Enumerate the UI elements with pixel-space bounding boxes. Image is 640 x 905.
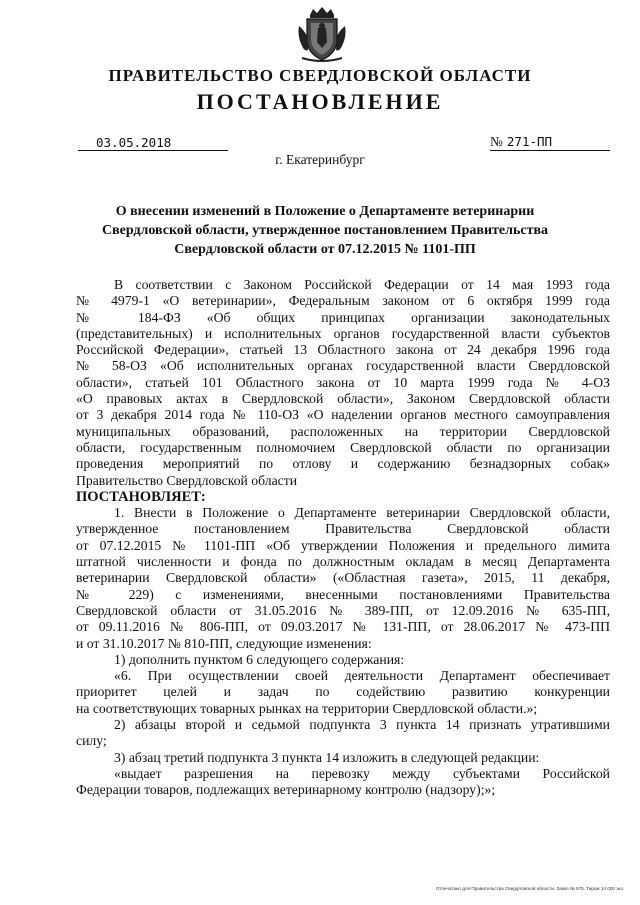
heading-line: Свердловской области от 07.12.2015 № 1101-ПП [174, 242, 476, 257]
document-date: 03.05.2018 [78, 135, 228, 151]
body-line: приоритет целей и задач по содействию развитию конкуренции [76, 684, 610, 700]
body-line: утвержденное постановлением Правительства Свердловской области [76, 521, 610, 537]
body-line: «О правовых актах в Свердловской области», Законом Свердловской области [76, 391, 610, 407]
body-line: 3) абзац третий подпункта 3 пункта 14 изложить в следующей редакции: [114, 749, 540, 765]
body-line: области, государственным полномочием Свердловской области по организации [76, 439, 610, 455]
number-sign: № [490, 134, 503, 149]
body-line: и от 31.10.2017 № 810-ПП, следующие изменения: [76, 635, 372, 651]
body-line: В соответствии с Законом Российской Федерации от 14 мая 1993 года [114, 277, 610, 292]
resolves-heading: ПОСТАНОВЛЯЕТ: [76, 488, 206, 505]
city: г. Екатеринбург [275, 152, 365, 167]
number-value: 271-ПП [506, 134, 553, 149]
body-line: 1. Внести в Положение о Департаменте ветеринарии Свердловской области, [114, 505, 610, 521]
body-line: от 3 декабря 2014 года № 110-ОЗ «О наделении органов местного самоуправления [76, 407, 610, 423]
body-line: № 229) с изменениями, внесенными постановлениями Правительства [76, 586, 610, 602]
body-line: «выдает разрешения на перевозку между субъектами Российской [114, 765, 610, 781]
body-line: штатной численности и фонда по должностным окладам в месяц Департамента [76, 554, 610, 570]
body-line: № 58-ОЗ «Об исполнительных органах государственной власти Свердловской [76, 358, 610, 374]
body-line: 2) абзацы второй и седьмой подпункта 3 пункта 14 признать утратившими [114, 717, 610, 733]
organization-title: ПРАВИТЕЛЬСТВО СВЕРДЛОВСКОЙ ОБЛАСТИ [108, 66, 532, 85]
body-line: от 07.12.2015 № 1101-ПП «Об утверждении Положения и предельного лимита [76, 537, 610, 553]
document-type: ПОСТАНОВЛЕНИЕ [196, 89, 444, 114]
body-line: Правительство Свердловской области [76, 472, 298, 488]
document-heading [60, 202, 590, 259]
body-line: Российской Федерации», статьей 13 Областного закона от 24 декабря 1996 года [76, 342, 610, 358]
body-line: области», статьей 101 Областного закона от 10 марта 1999 года № 4-ОЗ [76, 374, 610, 390]
body-line: от 09.11.2016 № 806-ПП, от 09.03.2017 № 131-ПП, от 28.06.2017 № 473-ПП [76, 619, 610, 635]
print-footer-note: Отпечатано для Правительства Свердловской области. Заказ № 575. Тираж 14 000 экз. [435, 886, 624, 891]
body-line: Федерации товаров, подлежащих ветеринарному контролю (надзору);»; [76, 782, 496, 798]
document-number [490, 134, 610, 151]
body-line: силу; [76, 733, 107, 749]
body-line: 1) дополнить пунктом 6 следующего содержания: [114, 651, 405, 667]
body-line: проведения мероприятий по отлову и содержанию безнадзорных собак» [76, 456, 610, 472]
body-line: (представительных) и исполнительных органов государственной власти субъектов [76, 325, 610, 341]
body-line: ветеринарии Свердловской области» («Областная газета», 2015, 11 декабря, [76, 570, 610, 586]
heading-line: Свердловской области, утвержденное постановлением Правительства [101, 223, 549, 238]
body-line: № 4979-1 «О ветеринарии», Федеральным законом от 6 октября 1999 года [76, 293, 610, 309]
heading-line: О внесении изменений в Положение о Департаменте ветеринарии [115, 204, 535, 219]
body-line: № 184-ФЗ «Об общих принципах организации законодательных [76, 309, 610, 325]
body-line: муниципальных образований, расположенных на территории Свердловской [76, 423, 610, 439]
body-line: Свердловской области от 31.05.2016 № 389-ПП, от 12.09.2016 № 635-ПП, [76, 602, 610, 618]
coat-of-arms-icon [296, 6, 348, 64]
body-line: «6. При осуществлении своей деятельности Департамент обеспечивает [114, 668, 610, 684]
document-body [76, 277, 610, 799]
body-line: на соответствующих товарных рынках на территории Свердловской области.»; [76, 700, 538, 716]
